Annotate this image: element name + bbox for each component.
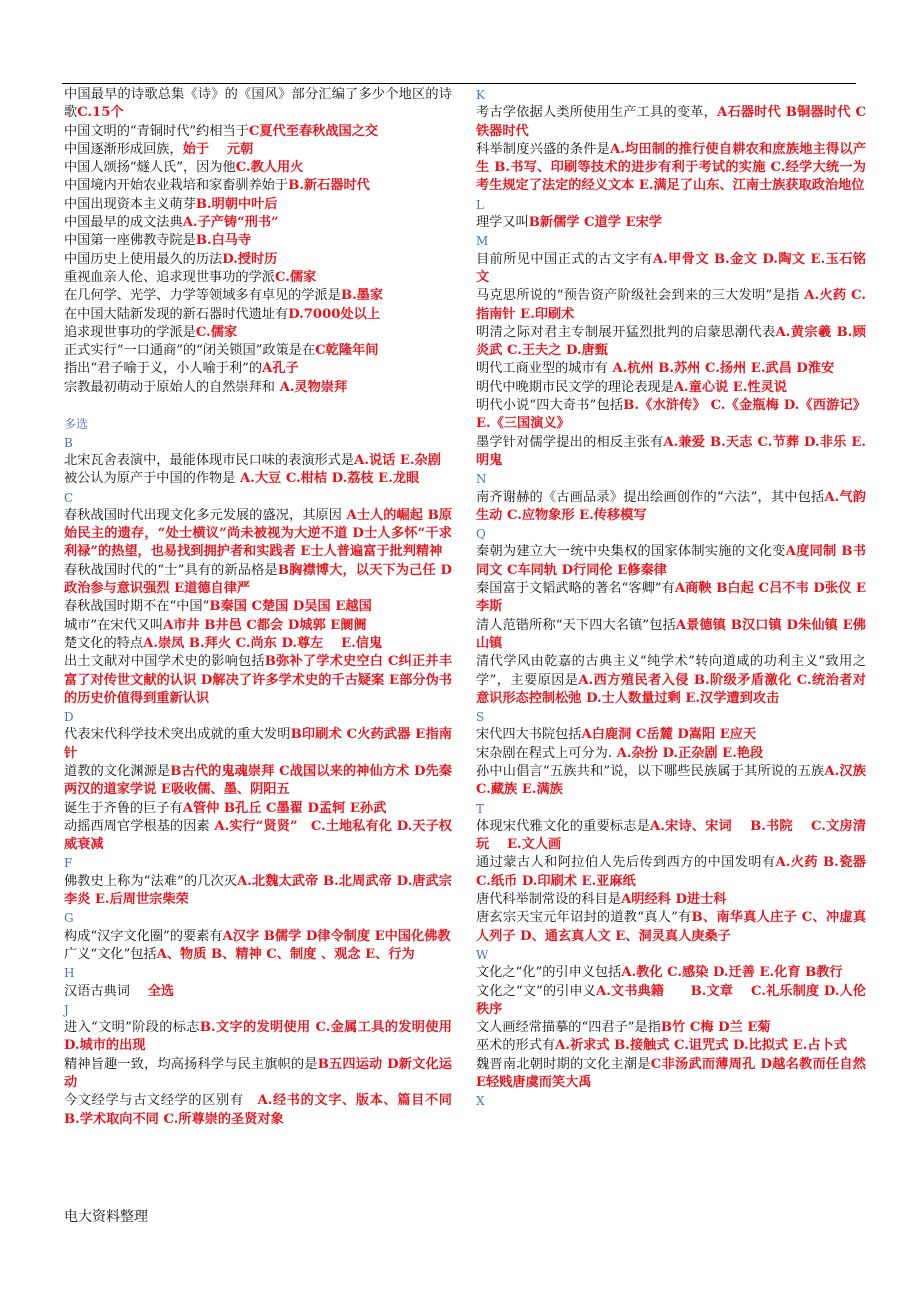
question-text: 清代学风由乾嘉的古典主义“纯学术”转向道咸的功利主义“致用之学”，主要原因是 xyxy=(476,654,866,688)
question-text: 中国出现资本主义萌芽 xyxy=(64,196,196,212)
header-rule xyxy=(62,83,856,84)
section-letter: J xyxy=(64,1002,69,1017)
qa-entry xyxy=(64,251,452,269)
qa-entry xyxy=(64,287,452,305)
question-text: 唐玄宗天宝元年诏封的道教“真人”有 xyxy=(476,910,692,926)
question-text: 目前所见中国正式的古文字有 xyxy=(476,251,653,267)
question-text: 宋代四大书院包括 xyxy=(476,727,582,743)
question-text: 明清之际对君主专制展开猛烈批判的启蒙思潮代表 xyxy=(476,324,776,340)
question-text: 北宋瓦舍表演中，最能体现市民口味的表演形式是 xyxy=(64,452,355,468)
qa-entry xyxy=(64,1092,452,1129)
qa-entry xyxy=(64,342,452,360)
question-text: 宗教最初萌动于原始人的自然崇拜和 xyxy=(64,379,275,395)
section-letter: L xyxy=(476,197,484,212)
qa-entry xyxy=(476,580,866,617)
qa-entry xyxy=(476,891,866,909)
question-text: 理学又叫 xyxy=(476,215,529,231)
qa-entry xyxy=(476,964,866,982)
answer-text: B.《水浒传》 C.《金瓶梅 D.《西游记》 E.《三国演义》 xyxy=(476,398,866,432)
answer-text: 始于 元朝 xyxy=(182,141,254,157)
qa-entry xyxy=(64,946,452,964)
answer-text: A.宋诗、宋词 B.书院 C.文房清玩 E.文人画 xyxy=(476,818,866,853)
answer-text: A景德镇 B汉口镇 D朱仙镇 E佛山镇 xyxy=(476,617,866,651)
qa-entry xyxy=(64,452,452,470)
qa-entry xyxy=(64,726,452,763)
qa-entry xyxy=(476,617,866,654)
question-text: 重视血亲人伦、追求现世事功的学派 xyxy=(64,269,275,285)
answer-text: A.气韵生动 C.应物象形 E.传移模写 xyxy=(476,489,866,523)
question-text: 诞生于齐鲁的巨子有 xyxy=(64,800,183,816)
qa-entry xyxy=(64,269,452,287)
qa-entry xyxy=(476,653,866,708)
question-text: 春秋战国时代出现文化多元发展的盛况，其原因 xyxy=(64,507,342,523)
qa-entry xyxy=(476,1037,866,1055)
section-letter: H xyxy=(64,966,75,981)
answer-text: D.7000处以上 xyxy=(288,306,381,322)
answer-text: A管仲 B孔丘 C墨翟 D孟轲 E孙武 xyxy=(182,800,387,816)
section-letter: C xyxy=(64,490,74,505)
answer-text: A.西方殖民者入侵 B.阶级矛盾激化 C.统治者对意识形态控制松弛 D.士人数量过剩 E.汉学遭到攻击 xyxy=(476,672,866,706)
question-text: 动摇西周官学根基的因素 xyxy=(64,818,210,834)
answer-text: A.杭州 B.苏州 C.扬州 E.武昌 D淮安 xyxy=(607,361,835,377)
qa-entry xyxy=(64,214,452,232)
answer-text: C夏代至春秋战国之交 xyxy=(248,123,379,139)
question-text: 被公认为原产于中国的作物是 xyxy=(64,471,236,487)
left-column xyxy=(64,86,452,1129)
qa-entry xyxy=(64,123,452,141)
question-text: 中国第一座佛教寺院是 xyxy=(64,233,196,249)
qa-entry xyxy=(64,507,452,562)
qa-entry xyxy=(64,177,452,195)
qa-entry xyxy=(64,159,452,177)
question-text: 楚文化的特点 xyxy=(64,635,144,651)
qa-entry xyxy=(64,360,452,378)
answer-text: A.火药 C.指南针 E.印刷术 xyxy=(476,288,866,322)
answer-text: C乾隆年间 xyxy=(315,343,379,359)
answer-text: A.子产铸“刑书” xyxy=(182,215,279,231)
qa-entry xyxy=(476,543,866,580)
qa-entry xyxy=(64,379,452,397)
answer-text: A.崇凤 B.拜火 C.尚东 D.尊左 E.信鬼 xyxy=(143,635,383,651)
question-text: 魏晋南北朝时期的文化主潮是 xyxy=(476,1056,651,1072)
answer-text: C非汤武而薄周孔 D越名教而任自然 E轻贱唐虞而笑大禹 xyxy=(476,1056,866,1091)
qa-entry xyxy=(64,470,452,488)
answer-text: A.教化 C.感染 D.迁善 E.化育 B教行 xyxy=(621,965,843,981)
answer-text: A.灵物崇拜 xyxy=(275,379,348,395)
question-text: 在中国大陆新发现的新石器时代遗址有 xyxy=(64,306,289,322)
question-text: 广义“文化”包括 xyxy=(64,946,157,962)
answer-text: A.兼爱 B.天志 C.节葬 D.非乐 E.明鬼 xyxy=(476,434,866,468)
question-text: 孙中山倡言“五族共和”说，以下哪些民族属于其所说的五族 xyxy=(476,763,825,779)
qa-entry xyxy=(64,232,452,250)
answer-text: A.均田制的推行使自耕农和庶族地主得以产生 B.书写、印刷等技术的进步有利于考试的实施 C.经学大统一为考生规定了法定的经义文本 E.满足了山东、江南士族获取政治地位 xyxy=(476,141,867,194)
question-text: 春秋战国时期不在“中国” xyxy=(64,599,210,615)
answer-text: 全选 xyxy=(143,983,175,999)
qa-entry xyxy=(64,928,452,946)
answer-text: B新儒学 C道学 E宋学 xyxy=(528,215,662,231)
answer-text: B.新石器时代 xyxy=(288,178,370,194)
qa-entry xyxy=(64,86,452,123)
answer-text: A.甲骨文 B.金文 D.陶文 E.玉石铭文 xyxy=(476,251,866,285)
question-text: 科举制度兴盛的条件是 xyxy=(476,141,610,157)
qa-entry xyxy=(476,983,866,1020)
question-text: 汉语古典词 xyxy=(64,983,144,999)
answer-text: B.明朝中叶后 xyxy=(195,196,278,212)
question-text: 城市”在宋代又叫 xyxy=(64,617,164,633)
qa-entry xyxy=(64,763,452,800)
question-text: 秦国富于文韬武略的著名“客卿”有 xyxy=(476,581,675,597)
question-text: 出土文献对中国学术史的影响包括 xyxy=(64,654,265,670)
answer-text: A石器时代 B铜器时代 C铁器时代 xyxy=(476,105,866,139)
right-column xyxy=(476,86,866,1111)
qa-entry xyxy=(64,818,452,855)
section-letter: X xyxy=(476,1094,485,1109)
question-text: 中国境内开始农业栽培和家畜驯养始于 xyxy=(64,178,289,194)
answer-text: A士人的崛起 B原始民主的遗存，“处士横议”尚未被视为大逆不道 D士人多怀“干求利禄”的热望，也易找到拥护者和实践者 E士人普遍富于批判精神 xyxy=(64,507,453,560)
question-text: 宋杂剧在程式上可分为. xyxy=(476,745,613,761)
answer-text: B.墨家 xyxy=(340,288,384,304)
qa-entry xyxy=(64,635,452,653)
answer-text: C.儒家 xyxy=(195,324,238,340)
qa-entry xyxy=(476,726,866,744)
question-text: 唐代科举制常设的科目是 xyxy=(476,892,622,908)
qa-entry xyxy=(64,617,452,635)
question-text: 正式实行“一口通商”的“闭关锁国”政策是在 xyxy=(64,343,316,359)
qa-entry xyxy=(64,653,452,708)
qa-entry xyxy=(476,141,866,196)
answer-text: A.文书典籍 B.文章 C.礼乐制度 D.人伦秩序 xyxy=(476,983,866,1017)
answer-text: A.汉族 C.藏族 E.满族 xyxy=(476,763,866,798)
qa-entry xyxy=(476,379,866,397)
qa-entry xyxy=(64,1056,452,1093)
qa-entry xyxy=(476,360,866,378)
answer-text: C.教人用火 xyxy=(235,160,304,176)
question-text: 明代中晚期市民文学的理论表现是 xyxy=(476,379,674,395)
qa-entry xyxy=(64,1019,452,1056)
qa-entry xyxy=(476,489,866,526)
qa-entry xyxy=(476,818,866,855)
question-text: 文化之“文”的引申义 xyxy=(476,983,596,999)
question-text: 今文经学与古文经学的区别有 xyxy=(64,1093,258,1109)
qa-entry xyxy=(64,598,452,616)
answer-text: A度同制 B书同文 C车同轨 D行同伦 E修秦律 xyxy=(476,544,866,578)
qa-entry xyxy=(476,1056,866,1093)
section-letter: D xyxy=(64,710,74,725)
answer-text: B、南华真人庄子 C、冲虚真人列子 D、通玄真人文 E、洞灵真人庚桑子 xyxy=(476,910,867,944)
qa-entry xyxy=(476,104,866,141)
qa-entry xyxy=(64,983,452,1001)
question-text: 中国文明的“青铜时代”约相当于 xyxy=(64,123,249,139)
answer-text: A明经科 D进士科 xyxy=(621,892,727,908)
section-letter: B xyxy=(64,435,73,450)
question-text: 清人范锴所称“天下四大名镇”包括 xyxy=(476,617,676,633)
qa-entry xyxy=(64,196,452,214)
answer-text: A.经书的文字、版本、篇目不同 B.学术取向不同 C.所尊崇的圣贤对象 xyxy=(64,1093,452,1127)
answer-text: B.白马寺 xyxy=(195,233,252,249)
question-text: 中国最早的诗歌总集《诗》的《国风》部分汇编了多少个地区的诗歌 xyxy=(64,87,452,121)
qa-entry xyxy=(64,306,452,324)
question-text: 构成“汉字文化圈”的要素有 xyxy=(64,928,223,944)
answer-text: A.杂扮 D.正杂剧 E.艳段 xyxy=(612,745,764,761)
qa-entry xyxy=(476,251,866,288)
question-text: 南齐谢赫的《古画品录》提出绘画创作的“六法”，其中包括 xyxy=(476,489,825,505)
qa-entry xyxy=(476,397,866,434)
qa-entry xyxy=(64,141,452,159)
question-text: 体现宋代雅文化的重要标志是 xyxy=(476,818,650,834)
footer-note: 电大资料整理 xyxy=(64,1209,148,1225)
answer-text: A.火药 B.瓷器 C.纸币 D.印刷术 E.亚麻纸 xyxy=(476,855,866,889)
section-letter: Q xyxy=(476,527,486,542)
answer-text: B竹 C梅 D兰 E菊 xyxy=(660,1020,771,1036)
section-letter: N xyxy=(476,472,487,487)
question-text: 中国最早的成文法典 xyxy=(64,215,183,231)
question-text: 道教的文化渊源是 xyxy=(64,763,171,779)
answer-text: B秦国 C楚国 D吴国 E越国 xyxy=(209,599,372,615)
question-text: 墨学针对儒学提出的相反主张有 xyxy=(476,434,664,450)
section-letter: 多选 xyxy=(64,417,89,432)
answer-text: A孔子 xyxy=(262,361,299,377)
answer-text: A.说话 E.杂剧 xyxy=(354,452,441,468)
qa-entry xyxy=(476,324,866,361)
answer-text: C.儒家 xyxy=(275,269,317,285)
blank-line xyxy=(64,397,452,415)
answer-text: B古代的鬼魂崇拜 C战国以来的神仙方术 D先秦两汉的道家学说 E吸收儒、墨、阴阳五 xyxy=(64,763,452,798)
answer-text: A白鹿洞 C岳麓 D嵩阳 E应天 xyxy=(581,727,757,743)
question-text: 进入“文明”阶段的标志 xyxy=(64,1020,200,1036)
answer-text: A汉字 B儒学 D律令制度 E中国化佛教 xyxy=(222,928,451,944)
section-letter: G xyxy=(64,911,74,926)
question-text: 文化之“化”的引申义包括 xyxy=(476,965,622,981)
qa-entry xyxy=(64,873,452,910)
answer-text: C.15个 xyxy=(77,105,124,121)
question-text: 考古学依据人类所使用生产工具的变革， xyxy=(476,105,718,121)
answer-text: A.童心说 E.性灵说 xyxy=(673,379,787,395)
qa-entry xyxy=(64,324,452,342)
qa-entry xyxy=(476,909,866,946)
question-text: 马克思所说的“预告资产阶级社会到来的三大发明”是指 xyxy=(476,288,800,304)
answer-text: A商鞅 B白起 C吕不韦 D张仪 E李斯 xyxy=(476,581,866,615)
qa-entry xyxy=(476,854,866,891)
question-text: 中国历史上使用最久的历法 xyxy=(64,251,223,267)
question-text: 春秋战国时代的“士”具有的新品格是 xyxy=(64,562,278,578)
question-text: 精神旨趣一致，均高扬科学与民主旗帜的是 xyxy=(64,1056,318,1072)
question-text: 中国人颂扬“燧人氏”，因为他 xyxy=(64,160,236,176)
qa-entry xyxy=(476,214,866,232)
question-text: 追求现世事功的学派是 xyxy=(64,324,196,340)
answer-text: B五四运动 D新文化运动 xyxy=(64,1056,452,1091)
answer-text: A市井 B井邑 C都会 D城郭 E阛阓 xyxy=(163,617,367,633)
answer-text: A.黄宗羲 B.顾炎武 C.王夫之 D.唐甄 xyxy=(476,324,866,359)
section-letter: F xyxy=(64,856,73,871)
qa-entry xyxy=(476,287,866,324)
question-text: 明代工商业型的城市有 xyxy=(476,361,608,377)
answer-text: A.实行“贤贤” C.土地私有化 D.天子权威衰减 xyxy=(64,818,452,853)
section-letter: T xyxy=(476,801,485,816)
section-letter: M xyxy=(476,234,489,249)
question-text: 秦朝为建立大一统中央集权的国家体制实施的文化变 xyxy=(476,544,786,560)
section-letter: K xyxy=(476,88,485,102)
answer-text: A、物质 B、精神 C、制度 、观念 E、行为 xyxy=(156,946,415,962)
answer-text: B.文字的发明使用 C.金属工具的发明使用 D.城市的出现 xyxy=(64,1020,452,1054)
section-letter: W xyxy=(476,947,489,962)
qa-entry xyxy=(64,562,452,599)
question-text: 巫术的形式有 xyxy=(476,1038,556,1054)
section-letter: S xyxy=(476,710,485,725)
question-text: 中国逐渐形成回族， xyxy=(64,141,183,157)
question-text: 通过蒙古人和阿拉伯人先后传到西方的中国发明有 xyxy=(476,855,776,871)
question-text: 文人画经常描摹的“四君子”是指 xyxy=(476,1020,661,1036)
qa-entry xyxy=(476,763,866,800)
qa-entry xyxy=(476,745,866,763)
answer-text: A.大豆 C.柑桔 D.荔枝 E.龙眼 xyxy=(235,471,420,487)
answer-text: B印刷术 C火药武器 E指南针 xyxy=(64,727,452,761)
qa-entry xyxy=(64,800,452,818)
answer-text: D.授时历 xyxy=(222,251,278,267)
qa-entry xyxy=(476,1019,866,1037)
answer-text: B弥补了学术史空白 C纠正并丰富了对传世文献的认识 D解决了许多学术史的千古疑案 E部分伪书的历史价值得到重新认识 xyxy=(64,654,453,706)
answer-text: B胸襟博大，以天下为己任 D政治参与意识强烈 E道德自律严 xyxy=(64,562,452,597)
qa-entry xyxy=(476,434,866,471)
question-text: 指出“君子喻于义，小人喻于利”的 xyxy=(64,361,263,377)
question-text: 明代小说“四大奇书”包括 xyxy=(476,398,624,414)
question-text: 佛教史上称为“法难”的几次灭 xyxy=(64,873,237,889)
answer-text: A.北魏太武帝 B.北周武帝 D.唐武宗李炎 E.后周世宗柴荣 xyxy=(64,873,452,908)
answer-text: A.祈求式 B.接触式 C.诅咒式 D.比拟式 E.占卜式 xyxy=(555,1038,847,1054)
question-text: 在几何学、光学、力学等领域多有卓见的学派是 xyxy=(64,288,341,304)
question-text: 代表宋代科学技术突出成就的重大发明 xyxy=(64,727,291,743)
